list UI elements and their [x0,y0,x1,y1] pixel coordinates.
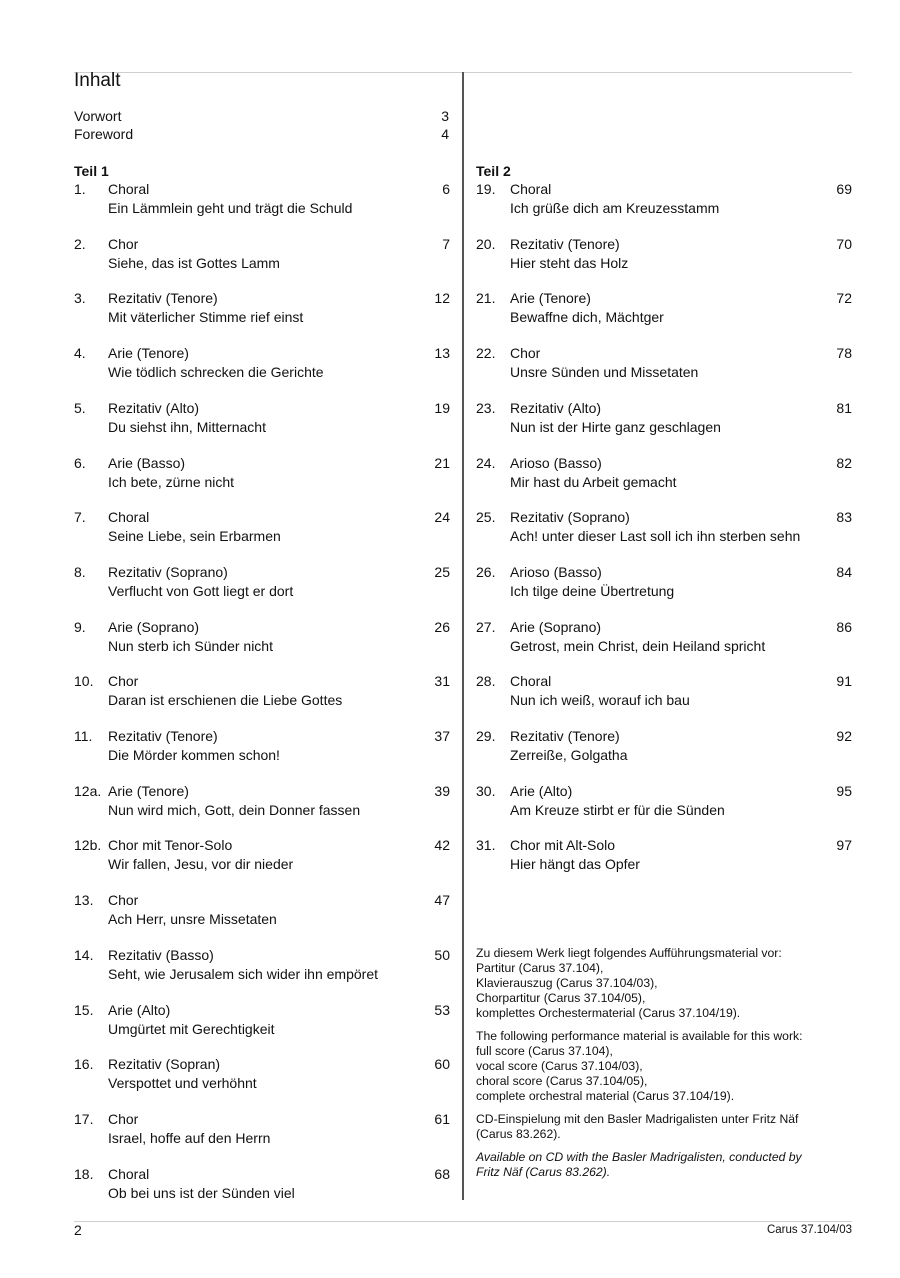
entry-title: Nun wird mich, Gott, dein Donner fassen [108,801,361,818]
entry-title: Zerreiße, Golgatha [510,747,628,763]
entry-number: 2. [74,235,86,252]
entry-title: Mir hast du Arbeit gemacht [510,473,677,490]
notes-cd-german [476,1112,856,1142]
entry-title: Wir fallen, Jesu, vor dir nieder [108,856,294,873]
note-line: Zu diesem Werk liegt folgendes Aufführungsmaterial vor: [476,946,782,960]
entry-type: Arie (Tenore) [108,782,189,799]
entry-type: Rezitativ (Basso) [108,946,214,963]
entry-type: Arioso (Basso) [510,563,602,580]
entry-type: Arie (Alto) [510,782,573,799]
entry-title: Seine Liebe, sein Erbarmen [108,528,281,545]
entry-type: Arie (Soprano) [510,618,602,635]
entry-page: 83 [836,509,852,526]
entry-page: 21 [434,454,450,471]
entry-page: 97 [836,837,852,854]
entry-title: Du siehst ihn, Mitternacht [108,418,266,435]
entry-type: Rezitativ (Soprano) [108,563,228,580]
note-line: full score (Carus 37.104), [476,1044,613,1058]
entry-page: 69 [836,181,852,197]
entry-type: Arie (Tenore) [510,290,591,307]
entry-number: 30. [476,782,496,799]
note-line: CD-Einspielung mit den Basler Madrigalisten unter Fritz Näf [476,1112,799,1126]
entry-number: 12a. [74,782,102,799]
entry-number: 6. [74,454,86,471]
entry-type: Rezitativ (Tenore) [108,728,218,744]
entry-type: Choral [108,509,150,526]
entry-type: Chor [108,892,139,909]
entry-type: Rezitativ (Tenore) [510,235,620,252]
note-line: complete orchestral material (Carus 37.104/19). [476,1089,735,1103]
entry-number: 25. [476,509,496,526]
entry-page: 26 [434,618,450,635]
entry-number: 7. [74,509,86,526]
entry-type: Chor [510,345,541,362]
footer-catalog-number: Carus 37.104/03 [766,1224,852,1236]
entry-page: 84 [836,563,852,580]
entry-type: Choral [510,673,552,690]
entry-page: 39 [434,782,450,799]
entry-title: Nun sterb ich Sünder nicht [108,637,273,654]
entry-title: Am Kreuze stirbt er für die Sünden [510,801,725,818]
note-line: Chorpartitur (Carus 37.104/05), [476,991,646,1005]
entry-title: Ich grüße dich am Kreuzesstamm [510,200,720,216]
entry-number: 19. [476,181,496,197]
entry-type: Arioso (Basso) [510,454,602,471]
notes-german [476,946,856,1021]
entry-page: 95 [836,782,852,799]
entry-page: 47 [434,892,450,909]
entry-type: Rezitativ (Alto) [108,399,200,416]
entry-page: 19 [434,399,450,416]
entry-page: 60 [434,1056,450,1073]
entry-type: Chor mit Tenor-Solo [108,837,233,854]
entry-type: Choral [510,181,552,197]
front-matter-row [74,108,449,124]
entry-type: Chor [108,235,139,252]
entry-type: Choral [108,1165,150,1182]
entry-number: 24. [476,454,496,471]
entry-title: Wie tödlich schrecken die Gerichte [108,364,324,381]
entry-number: 3. [74,290,86,307]
note-line: The following performance material is available for this work: [476,1029,803,1043]
entry-title: Hier steht das Holz [510,254,629,271]
entry-title: Ich tilge deine Übertretung [510,582,675,599]
entry-number: 21. [476,290,496,307]
entry-title: Unsre Sünden und Missetaten [510,364,699,381]
entry-title: Nun ist der Hirte ganz geschlagen [510,418,721,435]
note-line: vocal score (Carus 37.104/03), [476,1059,643,1073]
entry-type: Arie (Basso) [108,454,186,471]
note-line: Partitur (Carus 37.104), [476,961,604,975]
entry-title: Siehe, das ist Gottes Lamm [108,254,280,271]
note-line: Available on CD with the Basler Madrigalisten, conducted by [476,1150,802,1164]
entry-page: 7 [442,235,450,252]
entry-type: Rezitativ (Alto) [510,399,602,416]
notes-english [476,1029,856,1104]
entry-title: Verflucht von Gott liegt er dort [108,582,294,599]
entry-page: 50 [434,946,450,963]
entry-number: 17. [74,1110,94,1127]
entry-page: 91 [836,673,852,690]
note-line: Fritz Näf (Carus 83.262). [476,1165,611,1179]
note-line: komplettes Orchestermaterial (Carus 37.104/19). [476,1006,741,1020]
entry-page: 86 [836,618,852,635]
entry-page: 72 [836,290,852,307]
bottom-rule [74,1221,852,1222]
entry-title: Bewaffne dich, Mächtger [510,309,664,326]
entry-type: Arie (Tenore) [108,345,189,362]
entry-number: 27. [476,618,496,635]
entry-page: 6 [442,181,450,197]
entry-number: 22. [476,345,496,362]
front-matter-row [74,126,449,142]
front-matter-page: 4 [441,126,449,142]
entry-page: 37 [434,728,450,744]
entry-page: 78 [836,345,852,362]
entry-number: 12b. [74,837,102,854]
entry-type: Rezitativ (Sopran) [108,1056,221,1073]
entry-number: 10. [74,673,94,690]
entry-title: Verspottet und verhöhnt [108,1075,257,1092]
part2-heading: Teil 2 [476,163,511,179]
entry-number: 29. [476,728,496,744]
entry-number: 18. [74,1165,94,1182]
note-line: Klavierauszug (Carus 37.104/03), [476,976,658,990]
entry-title: Hier hängt das Opfer [510,856,640,873]
notes-cd-english [476,1150,856,1180]
entry-page: 70 [836,235,852,252]
entry-number: 11. [74,728,93,744]
entry-type: Rezitativ (Soprano) [510,509,630,526]
footer-page-number: 2 [74,1222,82,1238]
entry-number: 14. [74,946,94,963]
entry-title: Israel, hoffe auf den Herrn [108,1129,271,1146]
entry-page: 53 [434,1001,450,1018]
entry-number: 31. [476,837,496,854]
entry-title: Ach! unter dieser Last soll ich ihn sterben sehn [510,528,801,545]
entry-type: Rezitativ (Tenore) [510,728,620,744]
entry-number: 15. [74,1001,94,1018]
entry-type: Arie (Alto) [108,1001,171,1018]
entry-page: 31 [434,673,450,690]
entry-type: Rezitativ (Tenore) [108,290,218,307]
entry-title: Mit väterlicher Stimme rief einst [108,309,304,326]
page-title: Inhalt [74,70,121,91]
entry-page: 24 [434,509,450,526]
part1-heading: Teil 1 [74,163,109,179]
entry-type: Chor mit Alt-Solo [510,837,616,854]
entry-type: Chor [108,673,139,690]
entry-page: 92 [836,728,852,744]
entry-title: Die Mörder kommen schon! [108,747,280,763]
entry-page: 82 [836,454,852,471]
entry-number: 16. [74,1056,94,1073]
entry-title: Getrost, mein Christ, dein Heiland spricht [510,637,766,654]
entry-number: 23. [476,399,496,416]
entry-type: Choral [108,181,150,197]
entry-page: 13 [434,345,450,362]
front-matter-page: 3 [441,108,449,124]
entry-title: Ob bei uns ist der Sünden viel [108,1184,295,1201]
entry-number: 9. [74,618,86,635]
entry-page: 81 [836,399,852,416]
column-divider [462,72,464,1200]
entry-title: Umgürtet mit Gerechtigkeit [108,1020,275,1037]
entry-page: 42 [434,837,450,854]
entry-title: Seht, wie Jerusalem sich wider ihn empöret [108,965,379,982]
entry-number: 28. [476,673,496,690]
entry-page: 61 [434,1110,450,1127]
entry-page: 68 [434,1165,450,1182]
entry-number: 20. [476,235,496,252]
entry-number: 13. [74,892,94,909]
entry-type: Chor [108,1110,139,1127]
entry-title: Ein Lämmlein geht und trägt die Schuld [108,200,353,216]
entry-number: 1. [74,181,86,197]
entry-title: Ach Herr, unsre Missetaten [108,911,277,928]
entry-number: 5. [74,399,86,416]
entry-title: Nun ich weiß, worauf ich bau [510,692,690,709]
front-matter-label: Vorwort [74,108,122,124]
entry-page: 25 [434,563,450,580]
entry-number: 8. [74,563,86,580]
entry-number: 4. [74,345,86,362]
entry-title: Daran ist erschienen die Liebe Gottes [108,692,343,709]
performance-notes [476,946,856,1188]
note-line: choral score (Carus 37.104/05), [476,1074,648,1088]
entry-title: Ich bete, zürne nicht [108,473,235,490]
entry-number: 26. [476,563,496,580]
note-line: (Carus 83.262). [476,1127,561,1141]
front-matter-label: Foreword [74,126,134,142]
entry-type: Arie (Soprano) [108,618,200,635]
entry-page: 12 [434,290,450,307]
